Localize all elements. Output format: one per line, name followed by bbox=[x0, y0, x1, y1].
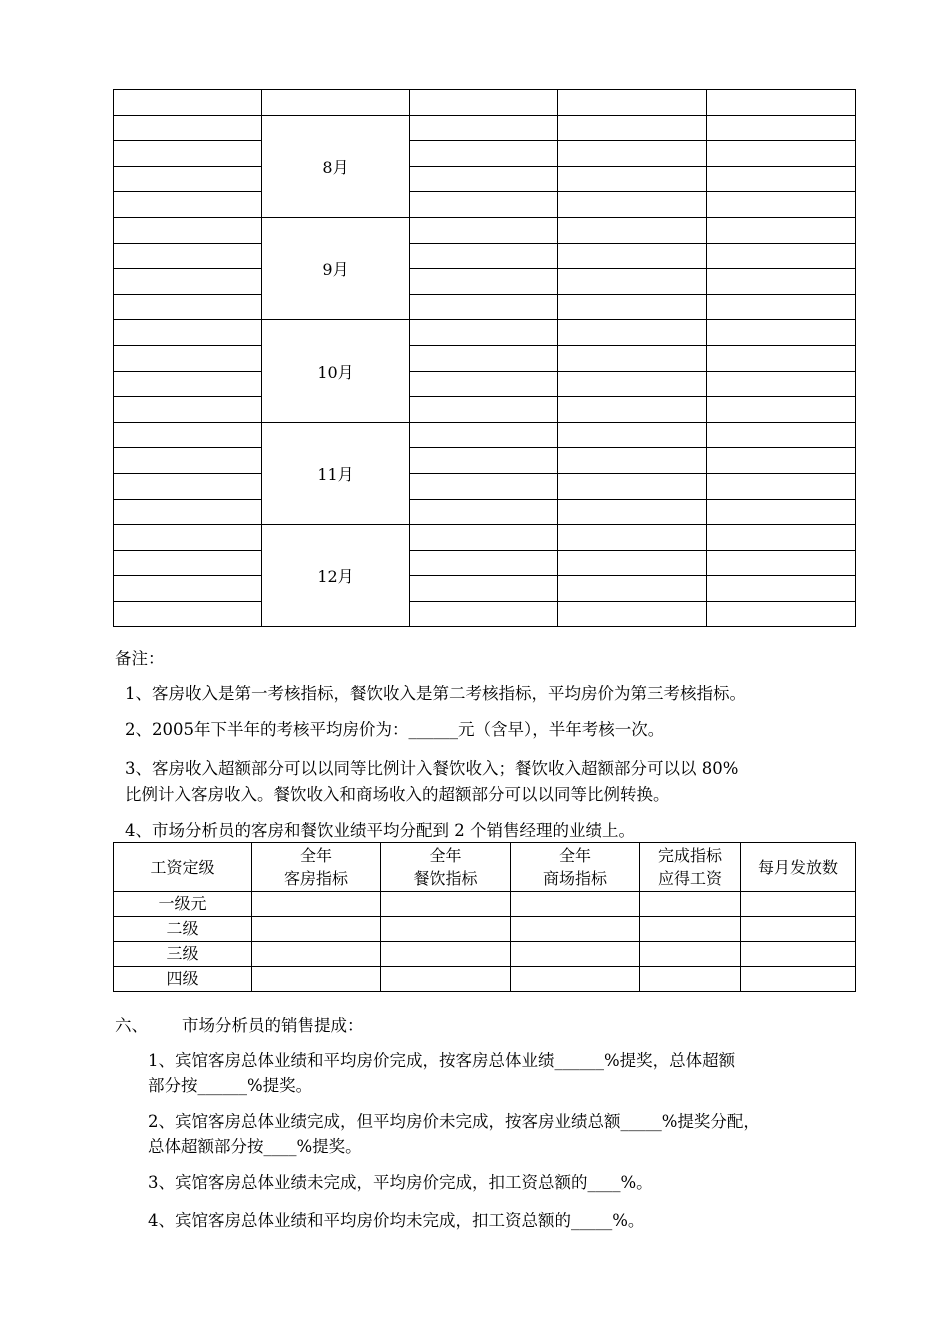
section-number: 六、 bbox=[115, 1016, 148, 1035]
note-item: 1、客房收入是第一考核指标，餐饮收入是第二考核指标，平均房价为第三考核指标。 bbox=[125, 684, 746, 703]
header-annual-room-target: 全年 客房指标 bbox=[252, 843, 381, 892]
section-title: 市场分析员的销售提成： bbox=[182, 1016, 364, 1035]
commission-rule: 4、宾馆客房总体业绩和平均房价均未完成，扣工资总额的_____%。 bbox=[148, 1211, 645, 1230]
month-cell: 12月 bbox=[262, 525, 410, 627]
header-salary-level: 工资定级 bbox=[114, 843, 252, 892]
notes-heading: 备注： bbox=[115, 649, 165, 668]
header-annual-mall-target: 全年 商场指标 bbox=[511, 843, 640, 892]
commission-rule: 2、宾馆客房总体业绩完成，但平均房价未完成，按客房业绩总额_____%提奖分配， bbox=[148, 1112, 760, 1131]
header-target-salary: 完成指标 应得工资 bbox=[640, 843, 741, 892]
month-cell: 11月 bbox=[262, 422, 410, 524]
note-item: 2、2005年下半年的考核平均房价为：______元（含早），半年考核一次。 bbox=[125, 720, 665, 739]
note-item: 4、市场分析员的客房和餐饮业绩平均分配到 2 个销售经理的业绩上。 bbox=[125, 821, 635, 840]
monthly-target-table bbox=[113, 89, 856, 627]
level-label: 三级 bbox=[114, 942, 252, 967]
commission-rule-continued: 部分按______%提奖。 bbox=[148, 1076, 313, 1095]
month-cell: 10月 bbox=[262, 320, 410, 422]
salary-level-table bbox=[113, 842, 856, 992]
month-cell: 9月 bbox=[262, 217, 410, 319]
commission-rule: 1、宾馆客房总体业绩和平均房价完成，按客房总体业绩______%提奖，总体超额 bbox=[148, 1051, 736, 1070]
commission-rule: 3、宾馆客房总体业绩未完成，平均房价完成，扣工资总额的____%。 bbox=[148, 1173, 653, 1192]
note-item-continued: 比例计入客房收入。餐饮收入和商场收入的超额部分可以以同等比例转换。 bbox=[125, 785, 670, 804]
header-annual-fb-target: 全年 餐饮指标 bbox=[381, 843, 511, 892]
level-label: 二级 bbox=[114, 917, 252, 942]
commission-rule-continued: 总体超额部分按____%提奖。 bbox=[148, 1137, 362, 1156]
month-cell: 8月 bbox=[262, 115, 410, 217]
level-label: 四级 bbox=[114, 967, 252, 992]
level-label: 一级元 bbox=[114, 892, 252, 917]
header-monthly-payout: 每月发放数 bbox=[741, 843, 856, 892]
note-item: 3、客房收入超额部分可以以同等比例计入餐饮收入；餐饮收入超额部分可以以 80% bbox=[125, 759, 739, 778]
